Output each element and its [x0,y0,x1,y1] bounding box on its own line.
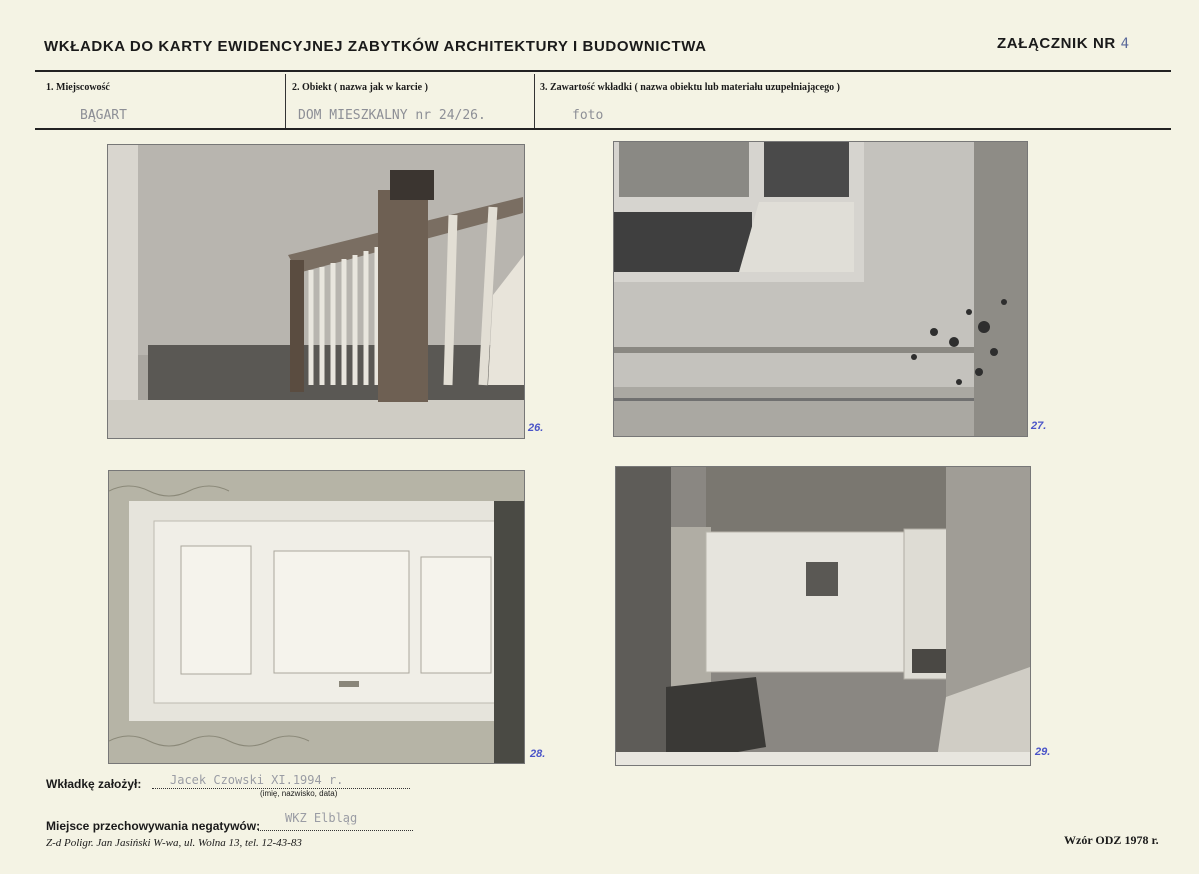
annex-number: 4 [1120,36,1130,52]
location-label: 1. Miejscowość [46,82,110,93]
annex-heading [997,35,1130,52]
header-top-rule [35,70,1171,72]
created-by-label: Wkładkę założył: [46,777,142,791]
created-by-hint: (imię, nazwisko, data) [260,789,338,798]
photo-number-26: 26. [528,422,544,434]
photo-staircase [107,144,525,439]
field-divider-1 [285,74,286,129]
object-label: 2. Obiekt ( nazwa jak w karcie ) [292,82,428,93]
photo-ceiling [613,141,1028,437]
content-label: 3. Zawartość wkładki ( nazwa obiektu lub materiału uzupełniającego ) [540,82,841,93]
photo-number-27: 27. [1031,420,1047,432]
location-value: BĄGART [80,108,127,123]
form-model: Wzór ODZ 1978 r. [1064,833,1159,847]
document-title: WKŁADKA DO KARTY EWIDENCYJNEJ ZABYTKÓW ARCHITEKTURY I BUDOWNICTWA [44,38,707,55]
field-divider-2 [534,74,535,129]
negatives-value: WKZ Elbląg [285,811,358,825]
photo-door [108,470,525,764]
object-value: DOM MIESZKALNY nr 24/26. [298,108,486,123]
negatives-label: Miejsce przechowywania negatywów: [46,819,261,833]
photo-number-28: 28. [530,748,546,760]
annex-label: ZAŁĄCZNIK NR [997,35,1116,52]
photo-stove [615,466,1031,766]
header-bottom-rule [35,128,1171,130]
content-value: foto [572,108,604,123]
printer-imprint: Z-d Poligr. Jan Jasiński W-wa, ul. Wolna 13, tel. 12-43-83 [46,837,302,849]
photo-number-29: 29. [1035,746,1051,758]
created-by-value: Jacek Czowski XI.1994 r. [170,773,344,787]
